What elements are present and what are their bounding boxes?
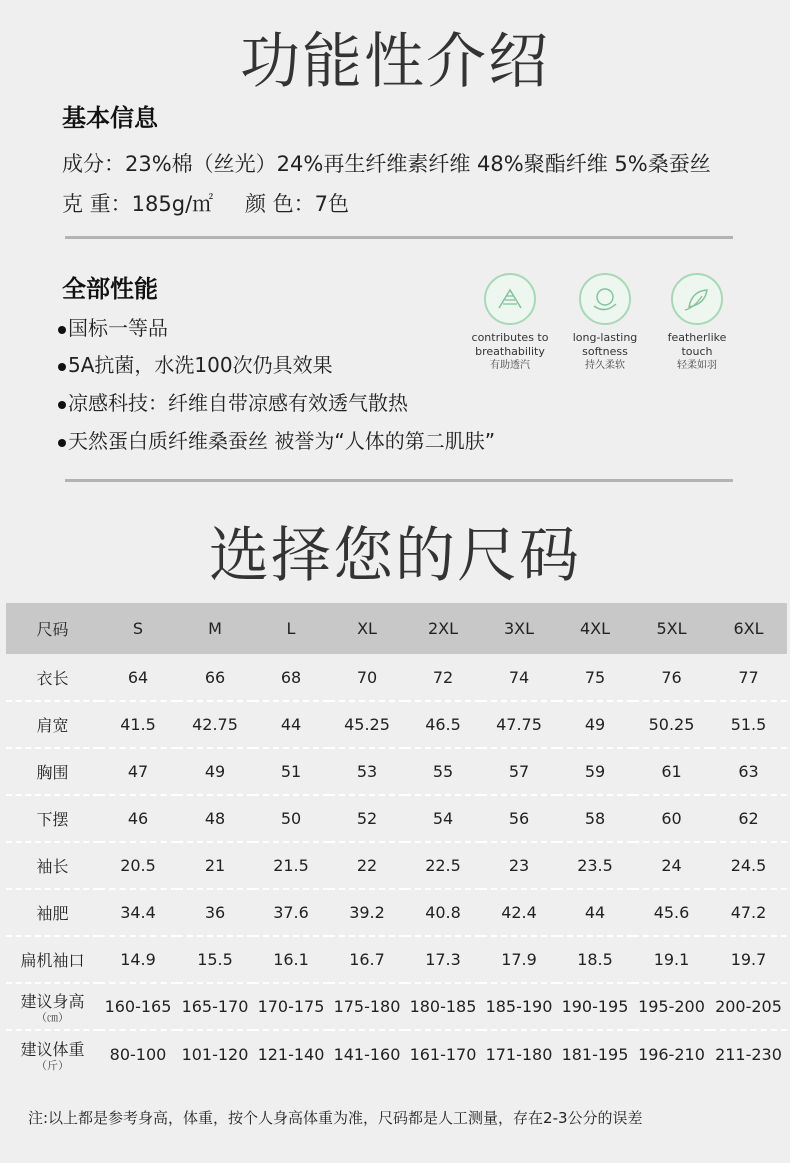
row-label-cell: 肩宽 — [36, 716, 69, 735]
size-value-cell: 57 — [508, 762, 530, 781]
row-label-cell: 衣长 — [36, 668, 69, 688]
size-value-cell: 200-205 — [715, 997, 782, 1016]
size-value-cell: 180-185 — [409, 997, 477, 1016]
size-value-cell: 42.75 — [192, 715, 238, 734]
size-value-cell: 77 — [738, 667, 759, 687]
size-value-cell: 101-120 — [181, 1044, 249, 1064]
row-label-cell: 建议体重 （斤） — [6, 1030, 99, 1077]
size-value-cell: 55 — [432, 762, 454, 781]
size-value-cell: 185-190 — [485, 997, 553, 1016]
size-value-cell: 63 — [738, 762, 759, 781]
size-corner-cell: 尺码 — [36, 620, 69, 639]
size-value-cell: 121-140 — [257, 1044, 325, 1064]
size-value-cell: 171-180 — [485, 1044, 553, 1064]
size-value-cell: 196-210 — [638, 1044, 705, 1064]
size-value-cell: 47.75 — [496, 715, 542, 734]
size-header-cell: 6XL — [733, 619, 764, 638]
size-value-cell: 58 — [584, 809, 606, 828]
size-value-cell: 15.5 — [197, 950, 233, 969]
row-unit-label: （㎝） — [36, 1011, 69, 1024]
size-value-cell: 46.5 — [425, 715, 461, 734]
size-value-cell: 181-195 — [561, 1044, 629, 1064]
row-unit-label: （斤） — [36, 1058, 69, 1072]
size-value-cell: 211-230 — [715, 1044, 782, 1064]
table-row — [6, 748, 787, 795]
size-value-cell: 70 — [356, 667, 378, 687]
size-value-cell: 170-175 — [257, 997, 325, 1016]
size-value-cell: 72 — [432, 667, 454, 687]
feature-breathability: contributes to breathability 有助透汽 — [460, 273, 560, 373]
size-value-cell: 53 — [356, 762, 378, 781]
size-value-cell: 44 — [280, 715, 302, 734]
size-value-cell: 50 — [280, 809, 302, 828]
size-value-cell: 45.6 — [653, 903, 690, 922]
size-value-cell: 190-195 — [561, 997, 629, 1016]
size-value-cell: 51.5 — [730, 715, 767, 734]
size-value-cell: 66 — [204, 667, 226, 687]
row-label-cell: 下摆 — [36, 810, 69, 829]
table-row — [6, 701, 787, 748]
size-header-cell: L — [286, 619, 296, 638]
size-value-cell: 195-200 — [638, 997, 705, 1016]
size-value-cell: 51 — [280, 762, 302, 781]
row-label-cell: 扁机袖口 — [20, 951, 85, 970]
divider — [65, 479, 733, 482]
feather-icon — [671, 273, 723, 325]
size-value-cell: 17.9 — [501, 950, 537, 969]
size-value-cell: 54 — [432, 809, 454, 828]
size-value-cell: 45.25 — [344, 715, 390, 734]
size-value-cell: 24.5 — [730, 856, 767, 875]
bullet-dot-icon — [58, 439, 66, 447]
size-value-cell: 175-180 — [333, 997, 401, 1016]
size-value-cell: 22 — [356, 856, 378, 875]
size-value-cell: 18.5 — [577, 950, 613, 969]
size-value-cell: 50.25 — [648, 715, 695, 734]
composition-text: 成分：23%棉（丝光）24%再生纤维素纤维 48%聚酯纤维 5%桑蚕丝 — [62, 152, 711, 176]
size-value-cell: 16.1 — [273, 950, 309, 969]
size-value-cell: 68 — [280, 667, 302, 687]
size-value-cell: 37.6 — [273, 903, 309, 922]
size-value-cell: 64 — [127, 667, 149, 687]
size-value-cell: 22.5 — [425, 856, 461, 875]
size-value-cell: 48 — [204, 809, 226, 828]
size-header-cell: S — [132, 619, 144, 638]
size-value-cell: 19.7 — [730, 950, 767, 969]
row-label-cell: 袖长 — [36, 857, 69, 876]
performance-bullet: 5A抗菌，水洗100次仍具效果 — [58, 349, 333, 378]
size-value-cell: 14.9 — [120, 950, 156, 969]
row-label-cell: 建议身高 （㎝） — [6, 983, 99, 1030]
size-value-cell: 23 — [508, 856, 530, 875]
size-value-cell: 141-160 — [333, 1044, 401, 1064]
basic-info-heading: 基本信息 — [62, 104, 158, 132]
size-value-cell: 76 — [661, 667, 682, 687]
size-value-cell: 56 — [508, 809, 530, 828]
size-value-cell: 49 — [204, 762, 226, 781]
size-value-cell: 47.2 — [730, 903, 767, 922]
feature-softness: long-lasting softness 持久柔软 — [555, 273, 655, 373]
size-value-cell: 75 — [584, 667, 606, 687]
size-value-cell: 34.4 — [120, 903, 156, 922]
size-value-cell: 17.3 — [425, 950, 461, 969]
size-value-cell: 61 — [661, 762, 682, 781]
size-value-cell: 21 — [204, 856, 226, 875]
size-value-cell: 23.5 — [577, 856, 613, 875]
size-value-cell: 39.2 — [349, 903, 385, 922]
size-value-cell: 16.7 — [349, 950, 385, 969]
size-value-cell: 165-170 — [181, 997, 249, 1016]
bullet-dot-icon — [58, 363, 66, 371]
performance-bullet: 凉感科技：纤维自带凉感有效透气散热 — [58, 387, 408, 416]
size-header-cell: M — [208, 619, 222, 638]
divider — [65, 236, 733, 239]
measurement-note: 注:以上都是参考身高，体重，按个人身高体重为准，尺码都是人工测量，存在2-3公分的误差 — [28, 1109, 643, 1127]
row-label-cell: 袖肥 — [36, 904, 69, 923]
table-row — [6, 795, 787, 842]
size-header-cell: 5XL — [656, 619, 687, 638]
size-value-cell: 80-100 — [109, 1044, 167, 1064]
size-value-cell: 24 — [661, 856, 682, 875]
bullet-dot-icon — [58, 326, 66, 334]
size-value-cell: 47 — [127, 762, 149, 781]
size-value-cell: 59 — [584, 762, 606, 781]
section-title-features: 功能性介绍 — [240, 27, 550, 97]
feature-feather: featherlike touch 轻柔如羽 — [647, 273, 747, 373]
size-value-cell: 161-170 — [409, 1044, 477, 1064]
weight-text: 克 重：185g/㎡ — [62, 192, 214, 216]
size-value-cell: 41.5 — [120, 715, 156, 734]
size-header-row — [6, 603, 787, 654]
performance-bullet: 天然蛋白质纤维桑蚕丝 被誉为“人体的第二肌肤” — [58, 425, 495, 454]
section-title-size: 选择您的尺码 — [209, 521, 581, 591]
size-header-cell: 2XL — [427, 619, 459, 638]
size-value-cell: 36 — [204, 903, 226, 922]
size-header-cell: XL — [357, 619, 377, 638]
table-row — [6, 842, 787, 889]
size-value-cell: 160-165 — [104, 997, 172, 1016]
size-value-cell: 49 — [584, 715, 606, 734]
size-value-cell: 60 — [661, 809, 682, 828]
breathability-icon — [484, 273, 536, 325]
performance-bullet: 国标一等品 — [58, 312, 168, 341]
table-row — [6, 936, 787, 983]
size-value-cell: 42.4 — [501, 903, 537, 922]
size-value-cell: 46 — [127, 809, 149, 828]
size-value-cell: 21.5 — [273, 856, 309, 875]
size-table — [6, 603, 787, 1077]
size-value-cell: 52 — [356, 809, 378, 828]
row-label-cell: 胸围 — [36, 763, 69, 782]
table-row — [6, 654, 787, 701]
bullet-dot-icon — [58, 401, 66, 409]
performance-heading: 全部性能 — [62, 275, 158, 303]
table-row — [6, 1030, 787, 1077]
size-header-cell: 4XL — [579, 619, 611, 638]
size-value-cell: 20.5 — [120, 856, 156, 875]
size-value-cell: 44 — [584, 903, 606, 922]
table-row — [6, 889, 787, 936]
size-value-cell: 19.1 — [653, 950, 690, 969]
table-row — [6, 983, 787, 1030]
size-value-cell: 62 — [738, 809, 759, 828]
size-value-cell: 74 — [508, 667, 530, 687]
size-value-cell: 40.8 — [425, 903, 461, 922]
color-text: 颜 色：7色 — [245, 192, 350, 216]
size-header-cell: 3XL — [503, 619, 535, 638]
softness-icon — [579, 273, 631, 325]
